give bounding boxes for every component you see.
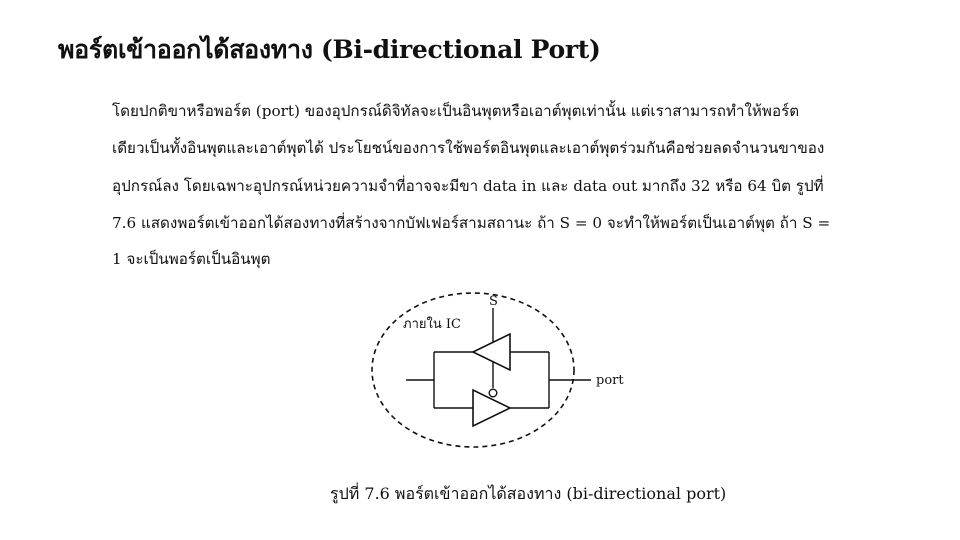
paragraph-line-1: โดยปกติขาหรือพอร์ต (port) ของอุปกรณ์ดิจิทัลจะเป็นอินพุตหรือเอาต์พุตเท่านั้น แต่เราสามารถทำให้พอร์ต [112,102,800,120]
paragraph-line-4: 7.6 แสดงพอร์ตเข้าออกได้สองทางที่สร้างจากบัฟเฟอร์สามสถานะ ถ้า S = 0 จะทำให้พอร์ตเป็นเอาต์พุต ถ้า S = [112,214,831,232]
page-title [58,30,601,70]
enable-inversion-bubble [489,389,497,397]
inside-ic-label: ภายใน IC [403,317,461,332]
select-label: S [489,294,498,309]
title-english: (Bi-directional Port) [321,35,601,64]
title-thai: พอร์ตเข้าออกได้สองทาง [58,35,313,64]
bidirectional-port-diagram [365,284,635,450]
figure-caption: รูปที่ 7.6 พอร์ตเข้าออกได้สองทาง (bi-directional port) [330,484,727,503]
paragraph-line-2: เดียวเป็นทั้งอินพุตและเอาต์พุตได้ ประโยชน์ของการใช้พอร์ตอินพุตและเอาต์พุตร่วมกันคือช่วยลดจำนวนขาของ [112,139,825,157]
port-label: port [596,373,624,388]
paragraph-line-3: อุปกรณ์ลง โดยเฉพาะอุปกรณ์หน่วยความจำที่อาจจะมีขา data in และ data out มากถึง 32 หรือ 64 บิต รูปที่ [112,177,824,195]
input-buffer-triangle [473,334,510,370]
paragraph-line-5: 1 จะเป็นพอร์ตเป็นอินพุต [112,250,271,268]
